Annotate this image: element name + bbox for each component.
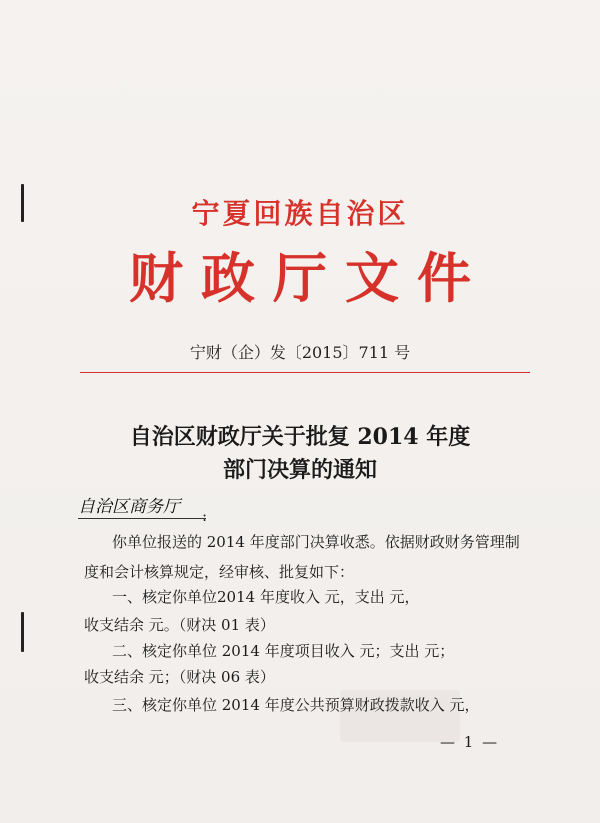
subject-title-line2: 部门决算的通知 [222,457,377,483]
page-number: — 1 — [440,733,500,751]
red-divider-line [80,372,530,373]
item2-line1: 二、核定你单位 2014 年度项目收入 元；支出 元； [112,642,455,660]
binding-mark-bottom [21,612,24,652]
item1-line1: 一、核定你单位2014 年度收入 元，支出 元， [112,588,420,606]
subject-title-line1: 自治区财政厅关于批复 2014 年度 [129,424,471,450]
body-paragraph1-line1: 你单位报送的 2014 年度部门决算收悉。依据财政财务管理制 [112,533,520,551]
document-number: 宁财（企）发〔2015〕711 号 [189,343,411,362]
addressee-underline [78,518,206,519]
addressee-colon: : [202,507,208,525]
item2-line2: 收支结余 元；（财决 06 表） [84,668,275,686]
issuer-name: 宁夏回族自治区 [191,197,409,230]
document-title: 财政厅文件 [129,246,489,310]
item3-line1: 三、核定你单位 2014 年度公共预算财政拨款收入 元， [112,696,480,714]
item1-line2: 收支结余 元。（财决 01 表） [84,616,275,634]
body-paragraph1-line2: 度和会计核算规定，经审核、批复如下： [84,563,355,581]
handwritten-addressee: 自治区商务厅 [78,497,180,517]
